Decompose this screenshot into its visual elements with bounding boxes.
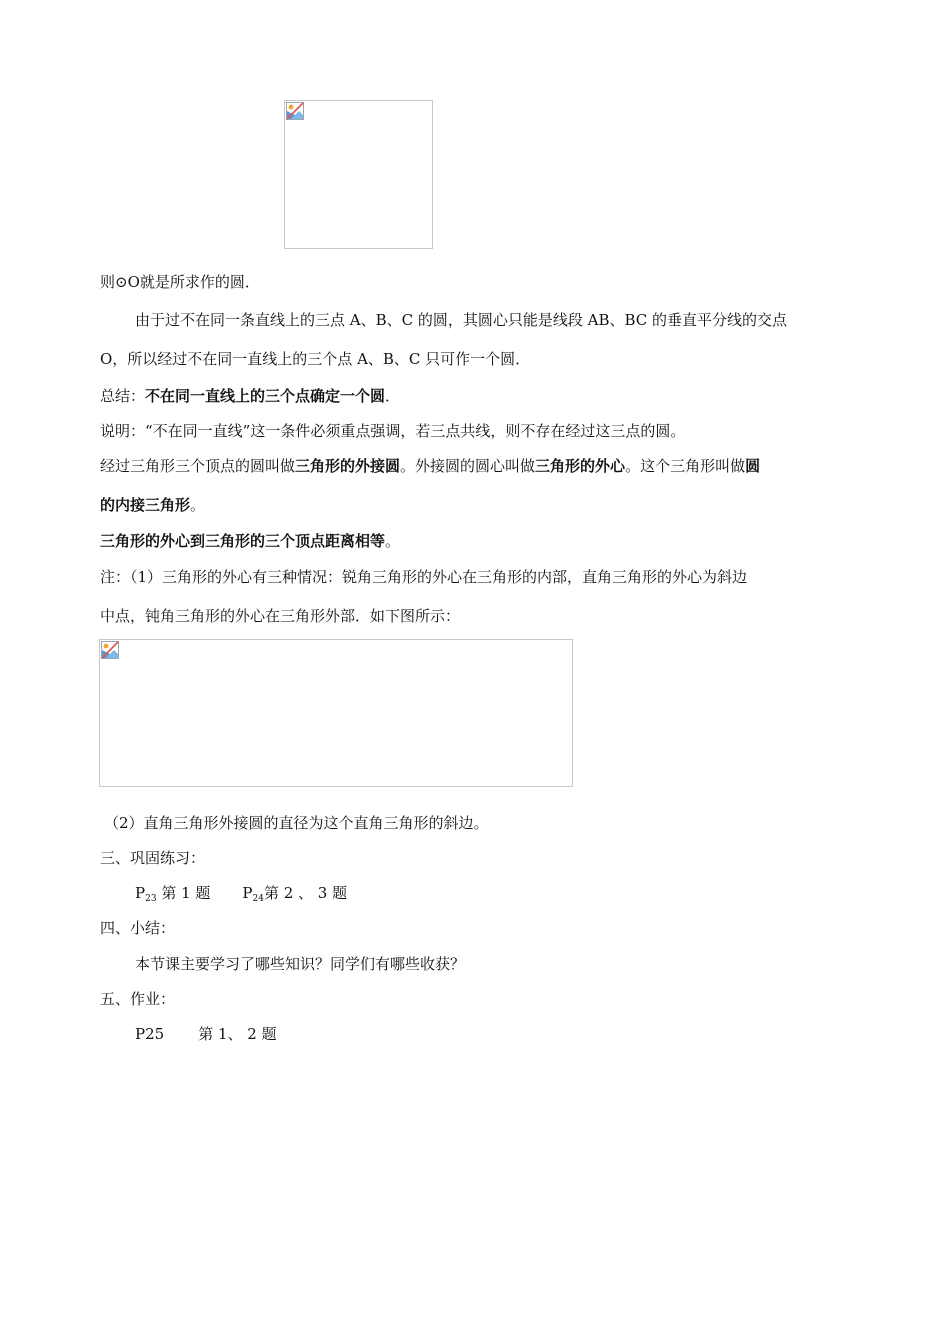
remark-2-line bbox=[104, 813, 489, 833]
term-inscribed-triangle: 的内接三角形 bbox=[100, 496, 191, 514]
remark-text: 中点，钝角三角形的外心在三角形外部．如下图所示： bbox=[100, 607, 461, 625]
section-4-title bbox=[100, 918, 175, 938]
section-3-title bbox=[100, 848, 205, 868]
page-ref: P bbox=[135, 884, 146, 902]
remark-text: 注：（1）三角形的外心有三种情况：锐角三角形的外心在三角形的内部，直角三角形的外心为斜边 bbox=[100, 568, 748, 586]
paragraph-text: O，所以经过不在同一直线上的三个点 A、B、C 只可作一个圆． bbox=[100, 350, 531, 368]
definition-line-2 bbox=[100, 495, 205, 515]
remark-line-2 bbox=[100, 606, 460, 626]
paragraph-line-1 bbox=[135, 310, 787, 330]
explanation-line bbox=[100, 421, 685, 441]
definition-text: 。外接圆的圆心叫做 bbox=[400, 457, 536, 475]
figure-construction-image bbox=[284, 100, 433, 249]
section-title: 三、巩固练习： bbox=[100, 849, 206, 867]
section-3-exercises bbox=[135, 883, 347, 909]
summary-question: 本节课主要学习了哪些知识？同学们有哪些收获？ bbox=[135, 955, 466, 973]
section-4-text bbox=[135, 954, 465, 974]
summary-label: 总结： bbox=[100, 387, 146, 405]
definition-text: 。这个三角形叫做 bbox=[625, 457, 746, 475]
remark-2-text: （2）直角三角形外接圆的直径为这个直角三角形的斜边。 bbox=[104, 814, 489, 832]
property-line bbox=[100, 531, 400, 551]
summary-end: ． bbox=[385, 387, 401, 405]
section-5-homework bbox=[135, 1024, 277, 1044]
homework-text: 第 1、 2 题 bbox=[198, 1025, 277, 1043]
page-number: 24 bbox=[252, 894, 264, 904]
section-title: 四、小结： bbox=[100, 919, 176, 937]
term-circumcircle: 三角形的外接圆 bbox=[295, 457, 401, 475]
definition-text: 经过三角形三个顶点的圆叫做 bbox=[100, 457, 296, 475]
summary-theorem: 不在同一直线上的三个点确定一个圆 bbox=[145, 387, 386, 405]
property-end: 。 bbox=[385, 532, 401, 550]
exercise-text: 第 2 、 3 题 bbox=[263, 884, 348, 902]
page-number: 23 bbox=[145, 894, 157, 904]
broken-image-icon bbox=[286, 102, 304, 120]
paragraph-line-2 bbox=[100, 349, 530, 369]
property-text: 三角形的外心到三角形的三个顶点距离相等 bbox=[100, 532, 386, 550]
page-ref: P bbox=[242, 884, 253, 902]
explanation-text: 说明：“不在同一直线”这一条件必须重点强调，若三点共线，则不存在经过这三点的圆。 bbox=[100, 422, 686, 440]
page-ref: P25 bbox=[135, 1025, 165, 1043]
conclusion-text: 则⊙O就是所求作的圆． bbox=[100, 273, 260, 291]
exercise-text: 第 1 题 bbox=[156, 884, 211, 902]
figure-triangles-image bbox=[99, 639, 573, 787]
remark-line-1 bbox=[100, 567, 747, 587]
section-5-title bbox=[100, 989, 175, 1009]
definition-end: 。 bbox=[190, 496, 206, 514]
term-circumcenter: 三角形的外心 bbox=[535, 457, 626, 475]
conclusion-line bbox=[100, 272, 260, 292]
summary-line bbox=[100, 386, 400, 406]
paragraph-text: 由于过不在同一条直线上的三点 A、B、C 的圆，其圆心只能是线段 AB、BC 的垂直平分线的交点 bbox=[135, 311, 788, 329]
broken-image-icon bbox=[101, 641, 119, 659]
term-inscribed: 圆 bbox=[745, 457, 761, 475]
section-title: 五、作业： bbox=[100, 990, 176, 1008]
definition-line-1 bbox=[100, 456, 760, 476]
